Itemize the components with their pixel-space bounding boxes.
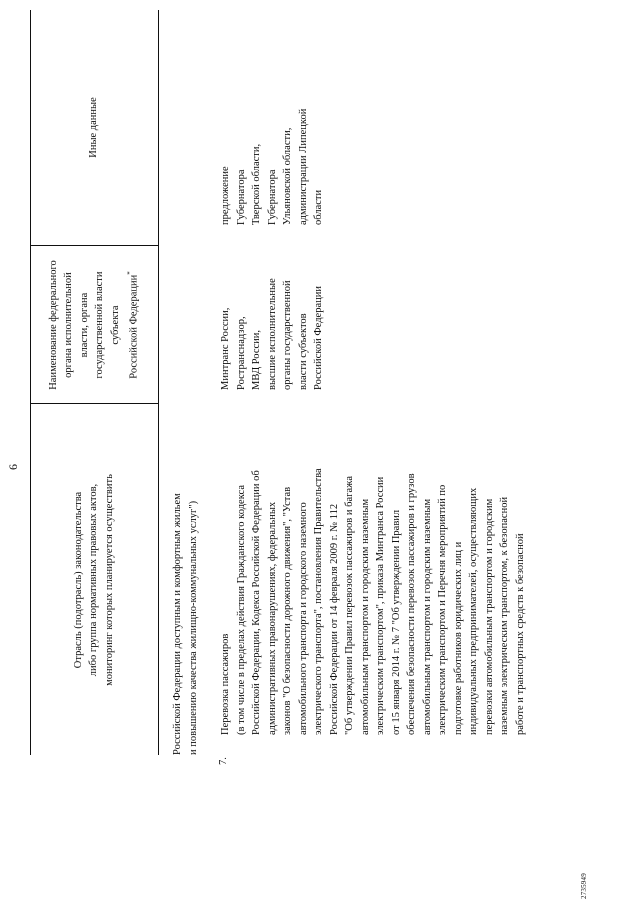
header-authority	[30, 247, 158, 403]
header-other-data	[30, 10, 158, 245]
text-line: работе и транспортных средств к безопасной	[514, 533, 526, 735]
text-line: от 15 января 2014 г. № 7 "Об утверждении Правил	[390, 509, 402, 735]
text-line: Ульяновской области,	[282, 127, 293, 225]
text-line: автомобильным транспортом и городским наземным	[421, 498, 433, 735]
text-line: Российской Федерации*	[126, 271, 140, 379]
text-line: административных правонарушениях, федеральных	[266, 501, 278, 735]
text-line: подготовке работников юридических лиц и	[452, 541, 464, 735]
text-line: Иные данные	[88, 97, 100, 158]
text-line: перевозки автомобильным транспортом и городским	[483, 498, 495, 735]
text-line: Перевозка пассажиров	[220, 633, 231, 735]
text-line: наземным электрическим транспортом, к безопасной	[499, 496, 510, 735]
text-line: либо группа нормативных правовых актов,	[88, 483, 100, 677]
text-line: мониторинг которых планируется осуществить	[103, 474, 115, 686]
text-line: органы государственной	[282, 280, 293, 390]
text-line: Губернатора	[235, 169, 247, 225]
text-line: администрации Липецкой	[297, 108, 309, 225]
text-line: Ространснадзор,	[235, 316, 247, 390]
page-number: 6	[6, 464, 20, 470]
text-line: Российской Федерации	[313, 286, 324, 390]
text-line: высшие исполнительные	[266, 278, 278, 390]
text-line: Российской Федерации, Кодекса Российской Федерации об	[251, 470, 262, 735]
column-divider-1	[30, 403, 158, 404]
footnote-mark: *	[126, 271, 135, 275]
text-line: (в том числе в пределах действия Гражданского кодекса	[235, 485, 247, 735]
text-line: автомобильного транспорта и городского наземного	[297, 502, 309, 735]
row-other-data	[218, 25, 327, 225]
text-line: области	[313, 189, 324, 225]
text-line: электрическим транспортом", приказа Минтранса России	[375, 476, 386, 735]
text-line: субъекта	[109, 305, 121, 345]
text-line: органа исполнительной	[63, 272, 75, 378]
column-divider-2	[30, 245, 158, 246]
document-id: 2735949	[580, 873, 588, 899]
text-line: Минтранс России,	[220, 307, 231, 390]
table-header-bottom-border	[158, 10, 159, 755]
text-line: власти субъектов	[297, 313, 309, 390]
text-line: электрического транспорта", постановления Правительства	[313, 468, 324, 735]
text-line: автомобильным транспортом и городским наземным	[359, 498, 371, 735]
header-industry	[30, 405, 158, 755]
text-line: власти, органа	[78, 292, 90, 358]
text-line: законов "О безопасности дорожного движения", "Устав	[282, 486, 293, 735]
text-line: МВД России,	[251, 329, 262, 390]
text-line: "Об утверждении Правил перевозок пассажиров и багажа	[344, 475, 355, 735]
row-industry-text	[218, 405, 528, 735]
text-line: и повышению качества жилищно-коммунальных услуг")	[187, 500, 199, 755]
text-line: индивидуальных предпринимателей, осуществляющих	[468, 487, 479, 735]
text-line: Губернатора	[266, 169, 278, 225]
row-authorities	[218, 250, 327, 390]
text-line: государственной власти	[94, 271, 106, 379]
text-line: Тверской области,	[251, 143, 262, 225]
section-title	[170, 375, 201, 755]
row-number: 7.	[218, 757, 229, 765]
text-line: предложение	[220, 166, 231, 225]
text-line: обеспечения безопасности перевозок пассажиров и грузов	[406, 473, 417, 735]
text-line: Наименование федерального	[47, 260, 59, 390]
text-line: Российской Федерации доступным и комфортным жильем	[172, 493, 183, 755]
text-line: электрическим транспортом и Перечня мероприятий по	[437, 484, 448, 735]
text-line: Отрасль (подотрасль) законодательства	[72, 491, 84, 669]
text-line: Российской Федерации от 14 февраля 2009 г. № 112	[328, 503, 340, 735]
